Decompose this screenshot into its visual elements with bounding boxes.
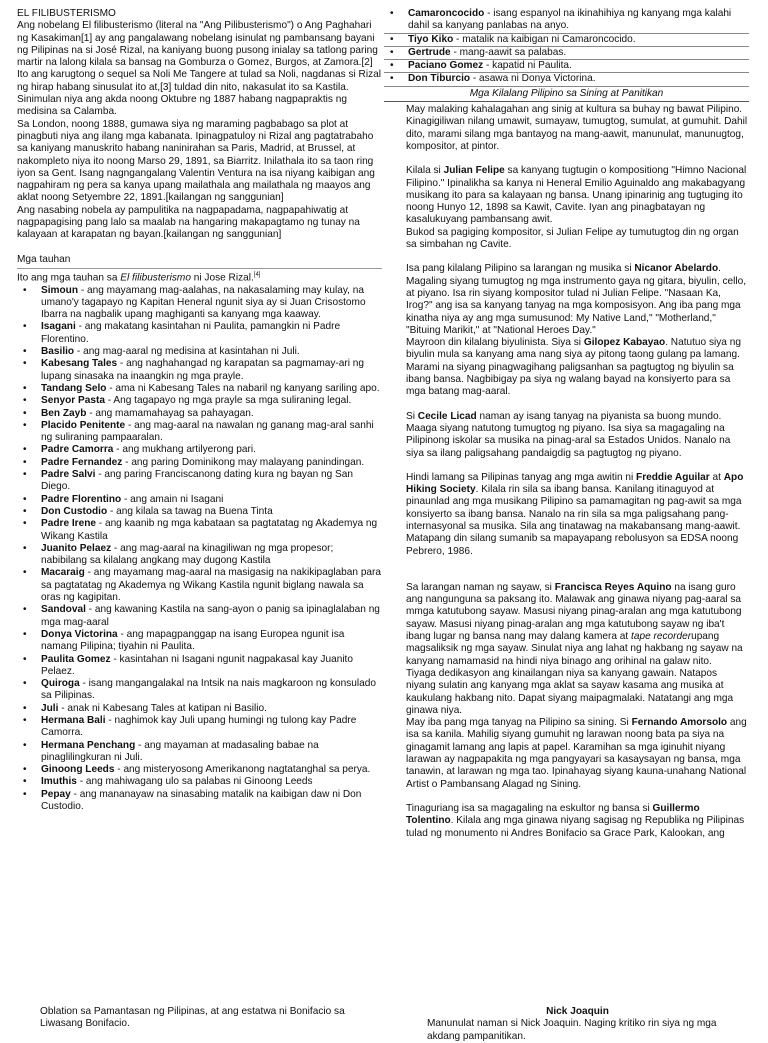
character-item [384,73,749,86]
character-name: Paciano Gomez [408,60,484,72]
character-name: Hermana Bali [41,714,106,726]
character-description: - ang mayaman at madasaling babae na pinaglilingkuran ni Juli. [41,739,319,763]
character-description: - asawa ni Donya Victorina. [470,73,596,85]
character-name: Juli [41,702,59,714]
character-item [17,494,382,506]
character-description: - ang mayamang mag-aaral na masigasig na nakikipaglaban para sa pagtatatag ng Akademya ng Wikang Kastila ngunit biglang nawala sa oras ng kagipitan. [41,567,382,604]
character-item [17,567,382,604]
document-title: EL FILIBUSTERISMO [17,8,116,19]
aquino-paragraph: Sa larangan naman ng sayaw, si Francisca Reyes Aquino na isang guro ang nangunguna sa paksang ito. Malawak ang ginawa niyang pag-aaral sa mmga katutubong sayaw. Masusi niyang pinag-aralan ang mga katutubong sayaw. Masusi niyang pinag-aralan ang mga katutubong sayaw ng iba't ibang lugar ng bansa nang may dalang kamera at tape recorderupang magsaliksik ng mga sayaw. Sinulat niya ang lahat ng hakbang ng sayaw na kanyang namamasid na hindi niya binago ang orihinal na galaw nito. [406,581,743,667]
character-item [17,469,382,494]
felipe-paragraph: Kilala si Julian Felipe sa kanyang tugtugin o kompositiong "Himno Nacional Filipino." Ipinalikha sa kanya ni Heneral Emilio Aguinaldo ang makabagyang musikang ito para sa kalayaan ng bansa. Unang ipinarinig ang tugtuging ito noong Hunyo 12, 1898 sa Kawit, Cavite. Iyan ang pinagbatayan ng kasalukuyang pambansang awit. [406,165,747,226]
character-item [17,518,382,543]
character-description: - ang mahiwagang ulo sa palabas ni Ginoong Leeds [76,776,313,788]
abelardo-paragraph: Isa pang kilalang Pilipino sa larangan ng musika si Nicanor Abelardo. Magaling siyang tumugtog ng mga instrumento gaya ng gitara, biyulin, cello, at piyano. Isa rin siyang kompositor tulad ni Julian Felipe. "Nasaan Ka, Irog?" ang isa sa kanyang tanyag na mga komposisyon. Ang iba pang mga kinatha niya ay ang mga sumusunod: My Native Land," "Motherland," "Bituing Marikit," at "National Heroes Day." [406,263,747,336]
character-description: - ang paring Franciscanong dating kura ng bayan ng San Diego. [41,469,354,493]
character-name: Tiyo Kiko [408,33,454,45]
aguilar-paragraph: Hindi lamang sa Pilipinas tanyag ang mga awitin ni Freddie Aguilar at Apo Hiking Society. Kilala rin sila sa ibang bansa. Kanilang itinaguyod at pinaunlad ang mga musikang Pilipino sa pamamagitan ng pag-awit sa mga konsiyerto sa ibang bansa. Nanalo na rin sila sa mga paligsahang pang-internasyonal sa musika. Sila ang tinatawag na makabansang mang-aawit. Matapang din silang sumanib sa mapayapang rebolusyon sa EDSA noong Pebrero, 1986. [406,471,744,557]
character-name: Tandang Selo [41,382,107,394]
character-item [17,740,382,765]
character-description: - kasintahan ni Isagani ngunit nagpakasal kay Juanito Pelaez. [41,653,353,677]
character-item [17,321,382,346]
character-item [17,506,382,518]
character-name: Don Tiburcio [408,73,471,85]
character-name: Don Custodio [41,505,108,517]
character-description: - isang espanyol na ikinahihiya ng kanyang mga kalahi dahil sa kanyang panlabas na anyo. [408,8,732,32]
character-name: Placido Penitente [41,419,126,431]
character-item [17,678,382,703]
character-item [384,34,749,47]
character-description: - ang misteryosong Amerikanong nagtatanghal sa perya. [114,764,371,776]
character-description: - ang kilala sa tawag na Buena Tinta [107,505,273,517]
oblation-caption: Oblation sa Pamantasan ng Pilipinas, at ang estatwa ni Bonifacio sa Liwasang Bonifacio. [40,1006,345,1030]
character-item [17,703,382,715]
character-description: - ang mag-aaral na nawalan ng ganang mag-aral sanhi ng suliraning pampaaralan. [41,419,374,444]
character-item [17,395,382,407]
nick-joaquin-heading: Nick Joaquin [546,1006,609,1017]
character-description: - isang mangangalakal na Intsik na nais magkaroon ng konsulado sa Pilipinas. [41,678,376,702]
character-item [17,776,382,788]
character-item [17,789,382,814]
amorsolo-paragraph: May iba pang mga tanyag na Pilipino sa sining. Si Fernando Amorsolo ang isa sa kanila. Mahilig siyang gumuhit ng larawan noong bata pa siya na ginagamit lamang ang lapis at papel. Karamihan sa mga iginuhit niyang larawan ay nagpapakita ng mga pangyayari sa kasaysayan ng bansa, mga tanawin, at larawan ng mga tao. Ipinahayag siyang kauna-unahang National Artist o Pambansang Alagad ng Sining. [406,717,747,790]
nick-joaquin-text: Manunulat naman si Nick Joaquin. Naging kritiko rin siya ng mga akdang pampanitikan. [427,1018,717,1042]
character-item [384,60,749,73]
character-item [17,543,382,568]
character-name: Paulita Gomez [41,653,111,665]
character-name: Padre Florentino [41,493,122,505]
character-item [17,764,382,776]
character-description: - ang mag-aaral na kinagiliwan ng mga propesor; nabibilang sa kilalang angkang may dugong Kastila [41,542,334,567]
character-name: Gertrude [408,46,451,58]
aquino-paragraph-2: Tiyaga dedikasyon ang kinailangan niya sa kanyang gawain. Natapos niyang sulatin ang kanyang mga aklat sa sayaw kasama ang musika at kaukulang hakbang nito. Dapat siyang maipagmalaki. Natatangi ang mga ginawa niya. [406,667,734,716]
character-description: - ang mananayaw na sinasabing matalik na kaibigan daw ni Don Custodio. [41,788,362,813]
character-description: - mang-aawit sa palabas. [450,46,567,58]
character-item [384,8,749,34]
nick-joaquin-section [405,1006,750,1043]
tauhan-intro: Ito ang mga tauhan sa El filibusterismo ni Jose Rizal.[4] [17,271,261,284]
character-description: - ang mamamahayag sa pahayagan. [86,407,254,419]
character-description: - ang kaanib ng mga kabataan sa pagtatatag ng Akademya ng Wikang Kastila [41,518,378,542]
character-list [17,285,382,814]
character-item [17,654,382,679]
character-name: Simoun [41,284,79,296]
character-item [17,358,382,383]
character-description: - Ang tagapayo ng mga prayle sa mga suliraning legal. [104,395,352,407]
character-description: - ama ni Kabesang Tales na nabaril ng kanyang sariling apo. [106,382,380,394]
character-item [17,420,382,445]
character-item [17,408,382,420]
character-description: - ang mukhang artilyerong pari. [113,444,256,456]
character-description: - ang makatang kasintahan ni Paulita, pamangkin ni Padre Florentino. [41,321,341,345]
character-description: - ang mag-aaral ng medisina at kasintahan ni Juli. [74,346,300,358]
intro-paragraph: Ang nobelang El filibusterismo (literal na "Ang Pilibusterismo") o Ang Paghahari ng Kasakiman[1] ay ang pangalawang nobelang isinulat ng pambansang bayani ng Pilipinas na si José Rizal, na kaniyang buong pusong inialay sa tatlong paring martir na lalong kilala sa bansag na Gomburza o Gomez, Burgos, at Zamora.[2] Ito ang karugtong o sequel sa Noli Me Tangere at tulad sa Noli, nagdanas si Rizal ng hirap habang sinusulat ito at,[3] tuldad din nito, nakasulat ito sa Kastila. Sinimulan niya ang akda noong Oktubre ng 1887 habang nagpapraktis ng medisina sa Calamba. [17,20,381,118]
character-description: - ang amain ni Isagani [121,493,224,505]
right-column [384,8,749,840]
felipe-paragraph-2: Bukod sa pagiging kompositor, si Julian Felipe ay tumutugtog din ng organ sa simbahan ng Cavite. [406,226,739,251]
character-description: - ang paring Dominikong may malayang panindingan. [122,456,365,468]
character-name: Padre Salvi [41,469,96,481]
character-description: - ang mapagpanggap na isang Europea ngunit isa namang Pilipina; tiyahin ni Paulita. [41,628,345,653]
character-name: Hermana Penchang [41,739,136,751]
character-description: - ang naghahangad ng karapatan sa pagmamay-ari ng lupang sinasaka na inaangkin ng mga prayle. [41,358,365,382]
character-name: Ginoong Leeds [41,764,115,776]
politics-paragraph: Ang nasabing nobela ay pampulitika na nagpapadama, nagpapahiwatig at nagpapagising pang lalo sa maalab na hangaring makapagtamo ng tunay na kalayaan at karapatan ng bayan.[kailangan ng sanggunian] [17,204,360,241]
character-description: - ang mayamang mag-aalahas, na nakasalaming may kulay, na umano'y tagapayo ng Kapitan Heneral ngunit siya ay si Juan Crisostomo Ibarra na nagbalik upang maghiganti sa kanyang mga kaaway. [41,284,366,321]
character-name: Macaraig [41,567,85,579]
character-item [17,383,382,395]
character-description: - anak ni Kabesang Tales at katipan ni Basilio. [58,702,267,714]
character-name: Padre Camorra [41,444,114,456]
character-description: - ang kawaning Kastila na sang-ayon o panig sa ipinaglalaban ng mga mag-aaral [41,604,380,628]
left-column [17,8,382,813]
character-item [17,629,382,654]
character-name: Sandoval [41,604,86,616]
character-item [17,444,382,456]
character-name: Padre Irene [41,518,96,530]
character-description: - kapatid ni Paulita. [483,60,572,72]
tauhan-heading: Mga tauhan [17,254,382,269]
character-item [17,715,382,740]
character-name: Padre Fernandez [41,456,123,468]
character-item [17,346,382,358]
character-name: Basilio [41,346,75,358]
london-paragraph: Sa London, noong 1888, gumawa siya ng maraming pagbabago sa plot at pinagbuti niya ang ilang mga kabanata. Ipinagpatuloy ni Rizal ang pagtatrabaho sa kaniyang manuskrito habang naninirahan sa Paris, Madrid, at Brussel, at nakompleto niya ito noong Marso 29, 1891, sa Biarritz. Inilathala ito sa taon ring iyon sa Gent. Isang nagngangalang Valentin Ventura na isa niyang kaibigan ang nagpahiram ng pera sa kanya upang mailathala ang mailathala ng maayos ang aklat noong Setyembre 22, 1891.[kailangan ng sanggunian] [17,118,375,204]
licad-paragraph: Si Cecile Licad naman ay isang tanyag na piyanista sa buong mundo. Maaga siyang natutong tumugtog ng piyano. Isa siya sa magagaling na Pilipinong iskolar sa musika na pinag-aral sa Estados Unidos. Nanalo na siya sa ilang paligsahang pandaigdig sa pagtugtog ng piyano. [406,410,731,459]
section-title: Mga Kilalang Pilipino sa Sining at Panitikan [384,87,749,102]
character-item [384,47,749,60]
kabayao-paragraph: Mayroon din kilalang biyulinista. Siya si Gilopez Kabayao. Natutuo siya ng biyulin mula sa kanyang ama nang siya ay pitong taong gulang pa lamang. Marami na siyang pinagwagihang paligsanhan sa pagtugtog ng biyulin sa ibang bansa. Nagbibigay pa siya ng walang bayad na konsiyerto para sa mga batang mag-aaral. [406,337,741,398]
character-name: Kabesang Tales [41,358,118,370]
character-name: Isagani [41,321,76,333]
character-name: Imuthis [41,776,77,788]
character-name: Quiroga [41,678,80,690]
character-name: Donya Victorina [41,628,118,640]
character-name: Ben Zayb [41,407,87,419]
character-name: Juanito Pelaez [41,542,112,554]
character-item [17,604,382,629]
character-name: Camaroncocido [408,8,485,19]
tolentino-paragraph: Tinaguriang isa sa magagaling na eskultor ng bansa si Guillermo Tolentino. Kilala ang mga ginawa niyang sagisag ng Republika ng Pilipinas tulad ng monumento ni Andres Bonifacio sa Grace Park, Kalookan, ang [406,802,745,839]
character-name: Senyor Pasta [41,395,105,407]
character-description: - matalik na kaibigan ni Camaroncocido. [453,33,636,45]
character-description: - naghimok kay Juli upang humingi ng tulong kay Padre Camorra. [41,714,357,739]
character-name: Pepay [41,788,71,800]
character-list-continued [384,8,749,87]
art-intro-paragraph: May malaking kahalagahan ang sinig at kultura sa buhay ng bawat Pilipino. Kinagigiliwan nilang umawit, sumayaw, tumugtog, sumulat, at gumuhit. Dahil dito, marami silang mga bantayog na mang-aawit, manunulat, manunugtog, kompositor, at pintor. [406,104,748,152]
character-item [17,285,382,322]
character-item [17,457,382,469]
